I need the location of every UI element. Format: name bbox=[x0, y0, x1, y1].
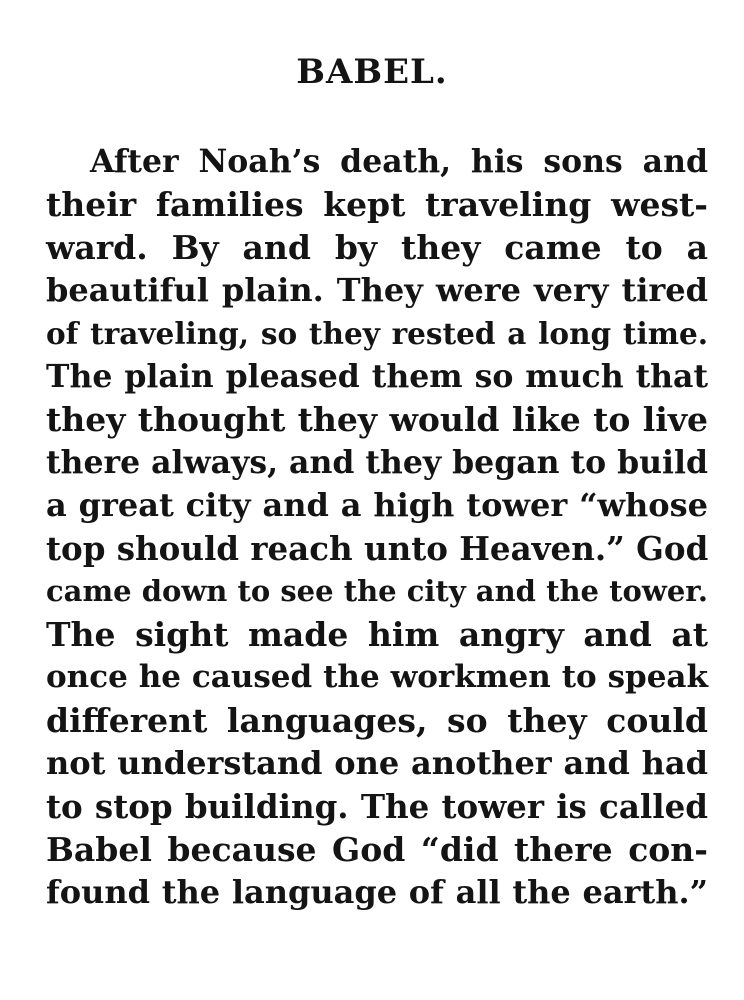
text-line: they thought they would like to live bbox=[46, 400, 708, 439]
text-line: ward. By and by they came to a bbox=[46, 228, 708, 267]
text-line: once he caused the workmen to speak bbox=[46, 659, 708, 695]
text-line: After Noah’s death, his sons and bbox=[90, 143, 708, 180]
text-line: not understand one another and had bbox=[46, 744, 708, 782]
page-title: BABEL. bbox=[296, 52, 448, 92]
text-line: beautiful plain. They were very tired bbox=[46, 271, 708, 309]
text-line: a great city and a high tower “whose bbox=[46, 486, 708, 524]
text-line: found the language of all the earth.” bbox=[46, 873, 708, 911]
text-line: The sight made him angry and at bbox=[46, 615, 708, 654]
text-line: to stop building. The tower is called bbox=[46, 787, 708, 826]
text-line: of traveling, so they rested a long time. bbox=[46, 316, 708, 351]
text-line: The plain pleased them so much that bbox=[46, 358, 708, 395]
text-line: top should reach unto Heaven.” God bbox=[46, 529, 709, 568]
text-line: came down to see the city and the tower. bbox=[46, 574, 708, 608]
text-line: there always, and they began to build bbox=[46, 444, 708, 481]
text-line: Babel because God “did there con- bbox=[46, 830, 708, 869]
text-line: their families kept traveling west- bbox=[46, 185, 708, 224]
text-line: different languages, so they could bbox=[46, 701, 708, 740]
body-paragraph bbox=[46, 140, 708, 914]
